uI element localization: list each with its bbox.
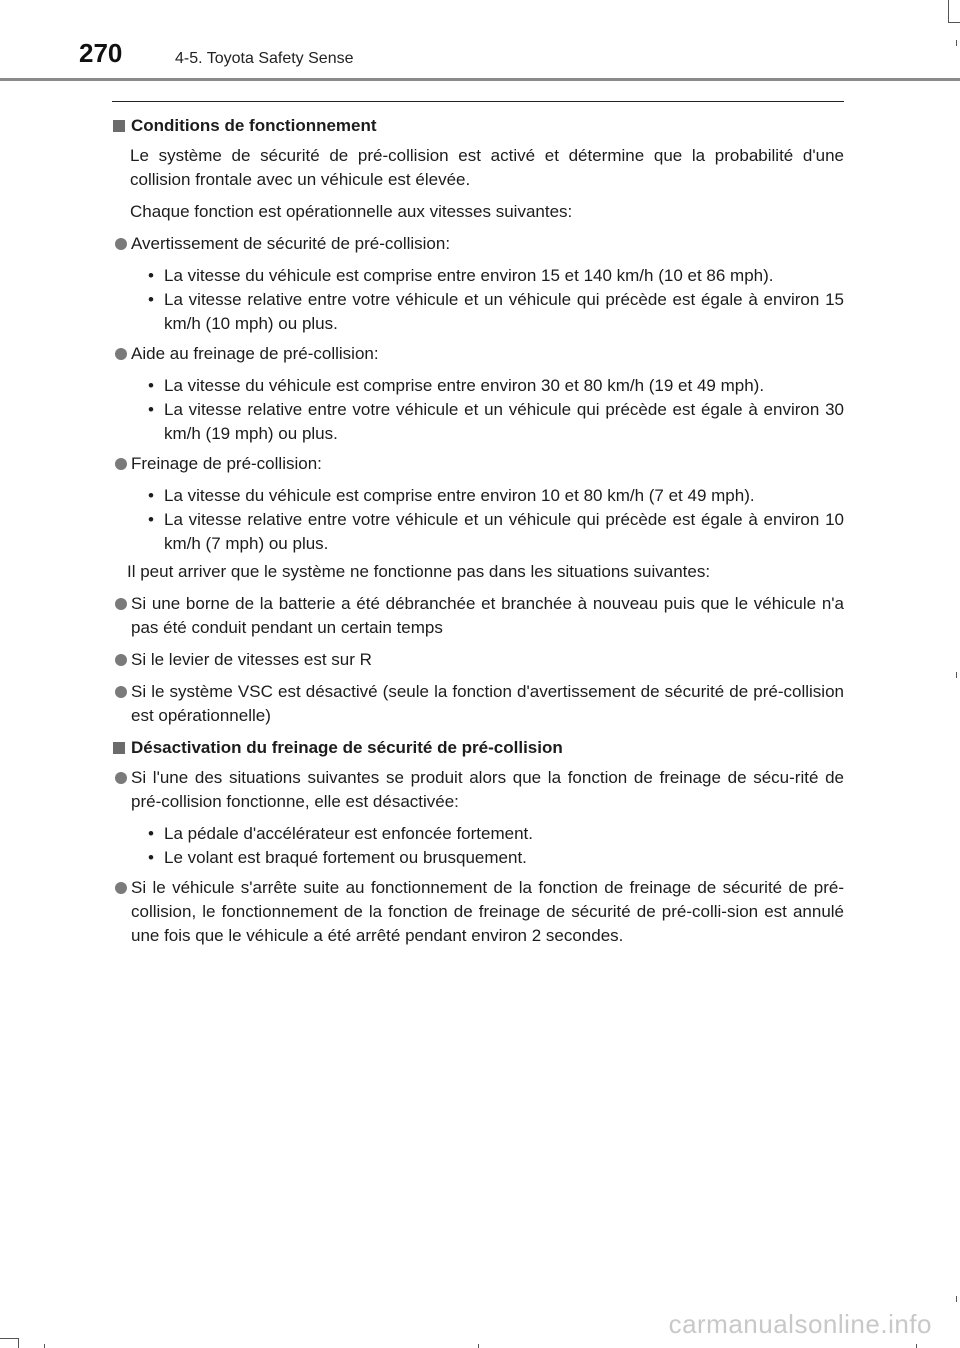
sub-list-item (148, 846, 844, 870)
page-content (112, 110, 844, 956)
list-item-text: Si le levier de vitesses est sur R (131, 650, 372, 669)
crop-mark (948, 22, 960, 23)
square-bullet-icon (113, 120, 125, 132)
list-item (112, 342, 844, 366)
sub-list-item-text: La vitesse du véhicule est comprise entre environ 30 et 80 km/h (19 et 49 mph). (164, 376, 765, 395)
watermark: carmanualsonline.info (668, 1309, 932, 1339)
list-item-text: Avertissement de sécurité de pré-collision: (131, 234, 451, 253)
content-rule (112, 101, 844, 102)
paragraph: Le système de sécurité de pré-collision est activé et détermine que la probabilité d'une collision frontale avec un véhicule est élevée. (130, 146, 844, 189)
sub-list-item (148, 374, 844, 398)
crop-mark (916, 1344, 917, 1348)
circle-bullet-icon (115, 458, 127, 470)
sub-list (148, 264, 844, 336)
list-item (112, 452, 844, 476)
sub-list-item-text: La vitesse du véhicule est comprise entre environ 10 et 80 km/h (7 et 49 mph). (164, 486, 755, 505)
crop-mark (478, 1344, 479, 1348)
page-number: 270 (79, 38, 123, 68)
dot-bullet-icon: • (148, 266, 154, 285)
dot-bullet-icon: • (148, 400, 154, 419)
sub-list (148, 484, 844, 556)
sub-list-item-text: La pédale d'accélérateur est enfoncée fortement. (164, 824, 533, 843)
list-item (112, 766, 844, 814)
sub-list-item (148, 508, 844, 556)
section-heading-text: Désactivation du freinage de sécurité de pré-collision (131, 738, 563, 757)
crop-mark (0, 1338, 18, 1339)
circle-bullet-icon (115, 772, 127, 784)
sub-list-item-text: La vitesse relative entre votre véhicule et un véhicule qui précède est égale à environ 15 km/h (10 mph) ou plus. (164, 290, 844, 333)
circle-bullet-icon (115, 654, 127, 666)
list-item (112, 592, 844, 640)
circle-bullet-icon (115, 686, 127, 698)
header-rule (0, 78, 960, 81)
list-item (112, 876, 844, 948)
dot-bullet-icon: • (148, 824, 154, 843)
crop-mark (18, 1338, 19, 1348)
crop-mark (948, 0, 949, 22)
section-heading-text: Conditions de fonctionnement (131, 116, 377, 135)
section-heading (112, 736, 844, 760)
crop-mark (956, 1296, 957, 1302)
square-bullet-icon (113, 742, 125, 754)
sub-list (148, 822, 844, 870)
list-item-text: Si une borne de la batterie a été débranchée et branchée à nouveau puis que le véhicule n'a pas été conduit pendant un certain temps (131, 594, 844, 637)
sub-list-item (148, 484, 844, 508)
sub-list-item-text: La vitesse relative entre votre véhicule et un véhicule qui précède est égale à environ 10 km/h (7 mph) ou plus. (164, 510, 844, 553)
list-item (112, 232, 844, 256)
crop-mark (956, 672, 957, 678)
list-item-text: Freinage de pré-collision: (131, 454, 322, 473)
sub-list-item-text: Le volant est braqué fortement ou brusquement. (164, 848, 527, 867)
crop-mark (956, 40, 957, 46)
circle-bullet-icon (115, 598, 127, 610)
sub-list-item (148, 398, 844, 446)
dot-bullet-icon: • (148, 510, 154, 529)
sub-list-item-text: La vitesse relative entre votre véhicule et un véhicule qui précède est égale à environ 30 km/h (19 mph) ou plus. (164, 400, 844, 443)
list-item-text: Aide au freinage de pré-collision: (131, 344, 379, 363)
dot-bullet-icon: • (148, 486, 154, 505)
paragraph: Chaque fonction est opérationnelle aux vitesses suivantes: (130, 202, 573, 221)
section-heading (112, 114, 844, 138)
dot-bullet-icon: • (148, 290, 154, 309)
list-item (112, 648, 844, 672)
list-item-text: Si l'une des situations suivantes se produit alors que la fonction de freinage de sécu-rité de pré-collision fonctionne, elle est désactivée: (131, 768, 844, 811)
sub-list-item (148, 822, 844, 846)
paragraph: Il peut arriver que le système ne fonctionne pas dans les situations suivantes: (127, 562, 711, 581)
dot-bullet-icon: • (148, 376, 154, 395)
crop-mark (44, 1344, 45, 1348)
page-header (0, 0, 960, 82)
sub-list-item (148, 264, 844, 288)
sub-list-item-text: La vitesse du véhicule est comprise entre environ 15 et 140 km/h (10 et 86 mph). (164, 266, 774, 285)
section-title: 4-5. Toyota Safety Sense (175, 50, 354, 67)
sub-list-item (148, 288, 844, 336)
list-item-text: Si le système VSC est désactivé (seule la fonction d'avertissement de sécurité de pré-collision est opérationnelle) (131, 682, 844, 725)
dot-bullet-icon: • (148, 848, 154, 867)
list-item-text: Si le véhicule s'arrête suite au fonctionnement de la fonction de freinage de sécurité de pré-collision, le fonctionnement de la fonction de freinage de sécurité de pré-colli-sion est annulé une fois que le véhicule a été arrêté pendant environ 2 secondes. (131, 878, 844, 945)
list-item (112, 680, 844, 728)
circle-bullet-icon (115, 882, 127, 894)
circle-bullet-icon (115, 238, 127, 250)
circle-bullet-icon (115, 348, 127, 360)
sub-list (148, 374, 844, 446)
